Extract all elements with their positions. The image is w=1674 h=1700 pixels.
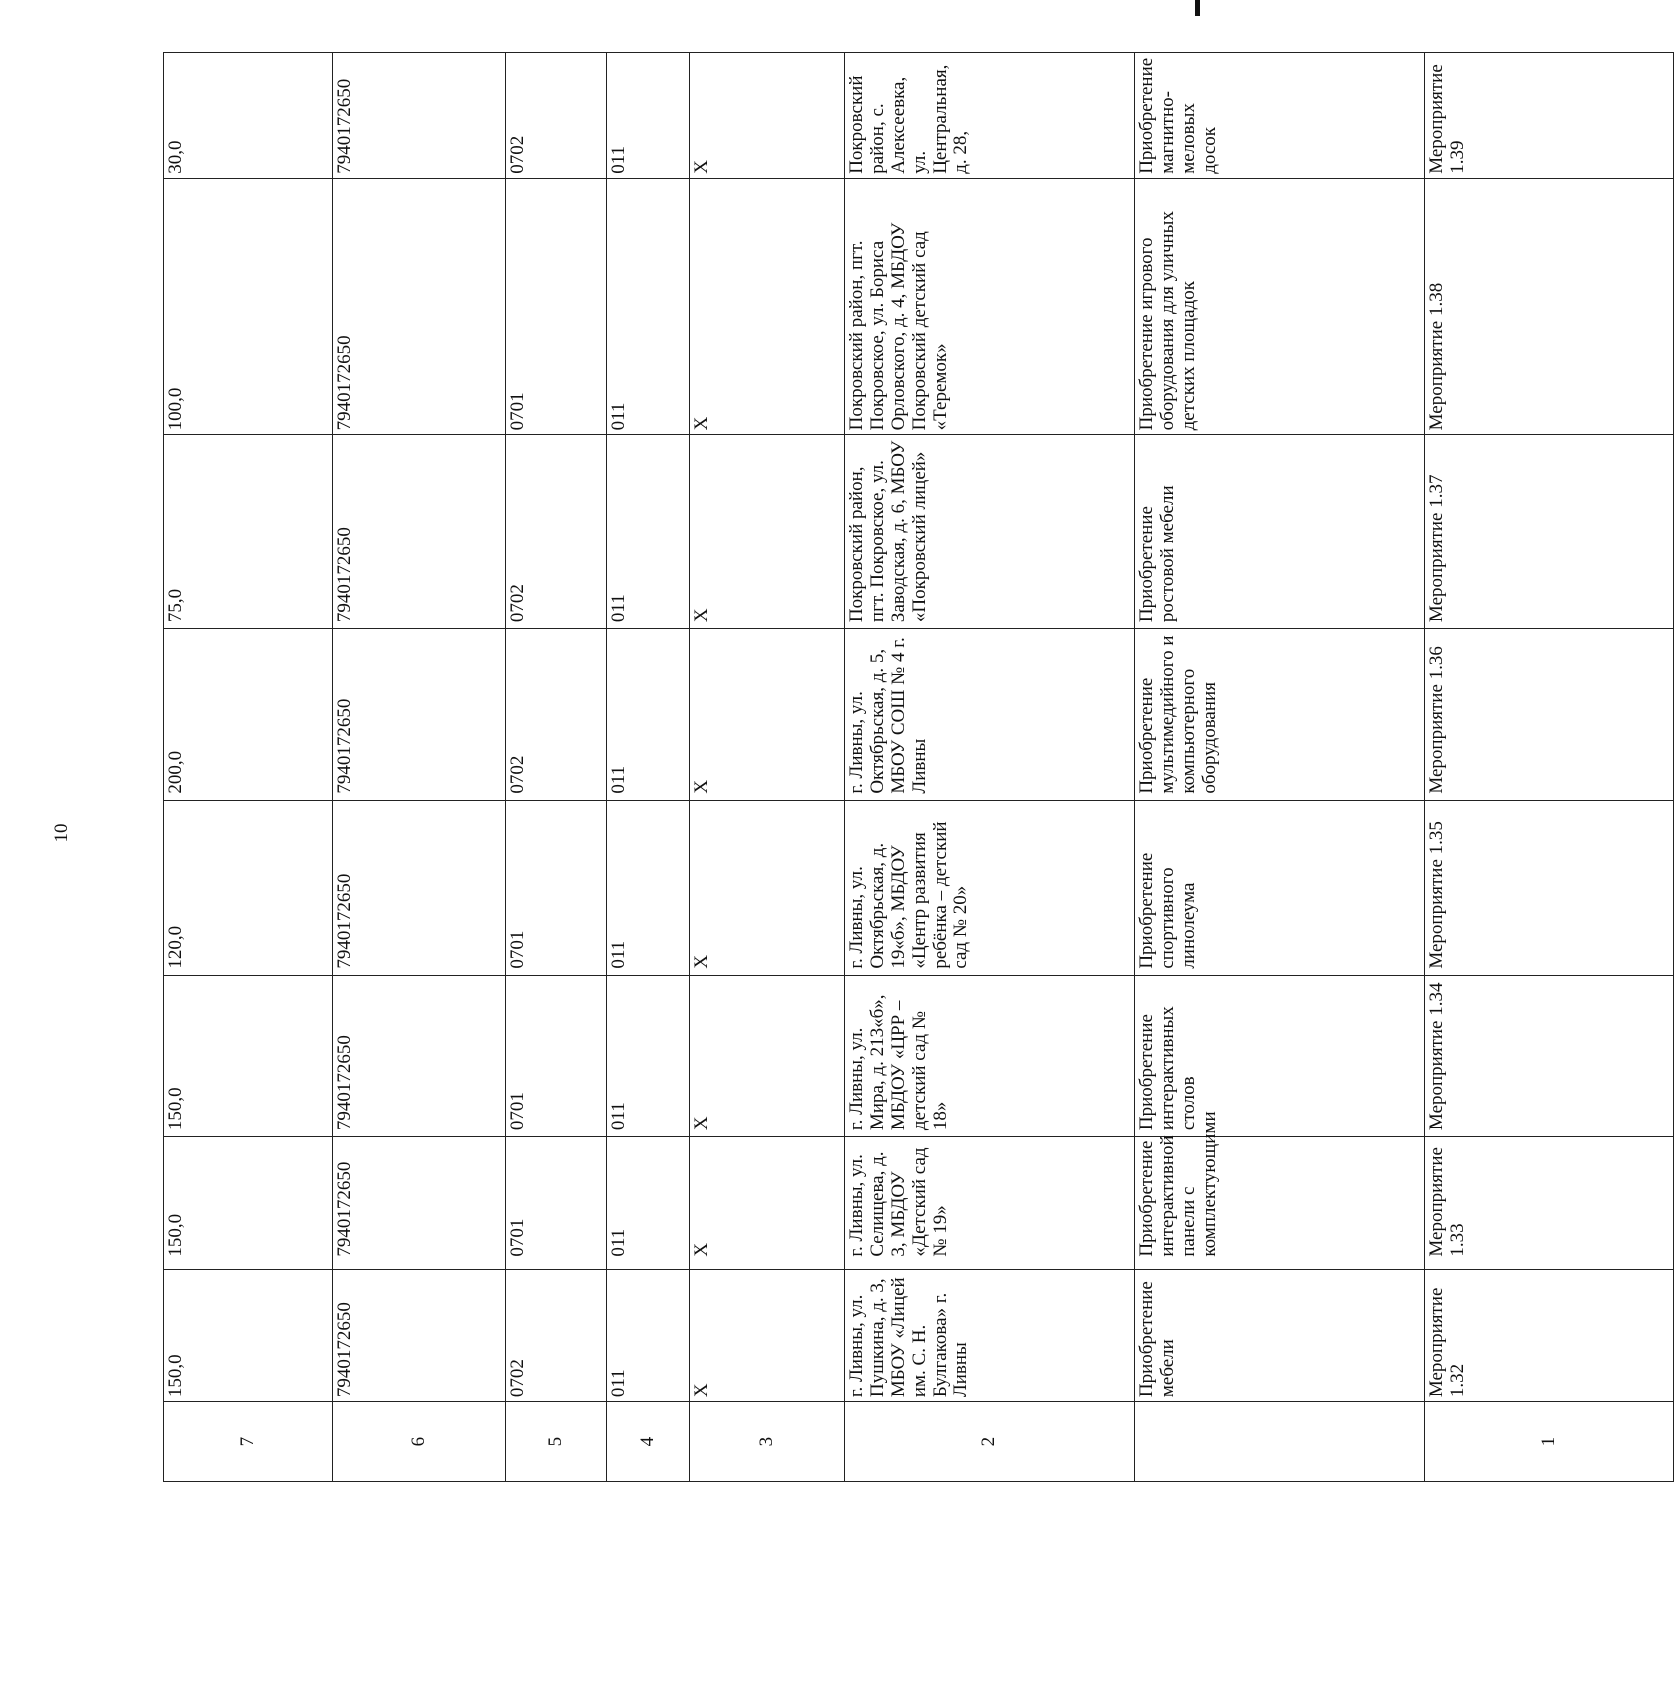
table-cell: 011	[607, 629, 690, 801]
table-cell: 011	[607, 975, 690, 1136]
table-row	[1425, 53, 1674, 1482]
table-cell: 30,0	[164, 53, 333, 179]
table-cell: 200,0	[164, 629, 333, 801]
table-cell: 011	[607, 1137, 690, 1270]
table-cell: 011	[607, 435, 690, 629]
table-cell: г. Ливны, ул. Селищева, д. 3, МБДОУ «Детский сад № 19»	[845, 1137, 1135, 1270]
table-row	[1135, 53, 1425, 1482]
table-cell: 7940172650	[333, 800, 506, 975]
table-cell: Приобретение мультимедийного и компьютерного оборудования	[1135, 629, 1425, 801]
table-cell: X	[690, 975, 845, 1136]
table-cell: X	[690, 629, 845, 801]
table-cell: X	[690, 53, 845, 179]
table-cell: г. Ливны, ул. Мира, д. 213«б», МБДОУ «ЦРР – детский сад № 18»	[845, 975, 1135, 1136]
table-cell: 100,0	[164, 178, 333, 435]
table-cell: 0701	[506, 975, 607, 1136]
table-cell: 75,0	[164, 435, 333, 629]
table-cell: X	[690, 435, 845, 629]
table-cell: Приобретение игрового оборудования для уличных детских площадок	[1135, 178, 1425, 435]
table-cell: X	[690, 800, 845, 975]
table-cell: 0701	[506, 1137, 607, 1270]
table-row	[164, 53, 333, 1482]
table-cell: Приобретение мебели	[1135, 1269, 1425, 1402]
table-cell: 7940172650	[333, 1269, 506, 1402]
column-header: 6	[333, 1402, 506, 1482]
table-cell: 7940172650	[333, 1137, 506, 1270]
table-cell: 7940172650	[333, 435, 506, 629]
table-cell: Мероприятие 1.33	[1425, 1137, 1674, 1270]
table-cell: Мероприятие 1.35	[1425, 800, 1674, 975]
table-cell: 7940172650	[333, 975, 506, 1136]
column-header: 5	[506, 1402, 607, 1482]
table-cell: 0702	[506, 1269, 607, 1402]
table-row	[506, 53, 607, 1482]
table-cell: г. Ливны, ул. Пушкина, д. 3, МБОУ «Лицей им. С. Н. Булгакова» г. Ливны	[845, 1269, 1135, 1402]
table-cell: 120,0	[164, 800, 333, 975]
table-cell: 150,0	[164, 1137, 333, 1270]
column-header: 1	[1425, 1402, 1674, 1482]
table-cell: 011	[607, 53, 690, 179]
table-cell: Приобретение спортивного линолеума	[1135, 800, 1425, 975]
column-header	[1135, 1402, 1425, 1482]
table-cell: X	[690, 1137, 845, 1270]
table-cell: X	[690, 178, 845, 435]
table-cell: 011	[607, 1269, 690, 1402]
column-header: 4	[607, 1402, 690, 1482]
table-cell: 150,0	[164, 975, 333, 1136]
table-cell: Покровский район, пгт. Покровское, ул. Заводская, д. 6, МБОУ «Покровский лицей»	[845, 435, 1135, 629]
table-cell: 0702	[506, 629, 607, 801]
column-header: 2	[845, 1402, 1135, 1482]
column-header: 7	[164, 1402, 333, 1482]
table-cell: 011	[607, 178, 690, 435]
table-row	[845, 53, 1135, 1482]
table-cell: Мероприятие 1.39	[1425, 53, 1674, 179]
table-cell: 0702	[506, 53, 607, 179]
table-cell: 0701	[506, 178, 607, 435]
table-cell: Покровский район, пгт. Покровское, ул. Бориса Орловского, д. 4, МБДОУ Покровский детский сад «Теремок»	[845, 178, 1135, 435]
table-cell: Приобретение ростовой мебели	[1135, 435, 1425, 629]
table-cell: 0702	[506, 435, 607, 629]
table-cell: 7940172650	[333, 629, 506, 801]
table-cell: Мероприятие 1.36	[1425, 629, 1674, 801]
table-cell: X	[690, 1269, 845, 1402]
table-cell: Мероприятие 1.38	[1425, 178, 1674, 435]
table-cell: Покровский район, с. Алексеевка, ул. Центральная, д. 28,	[845, 53, 1135, 179]
table-cell: Приобретение магнитно-меловых досок	[1135, 53, 1425, 179]
table-cell: 011	[607, 800, 690, 975]
table-cell: г. Ливны, ул. Октябрьская, д. 5, МБОУ СОШ № 4 г. Ливны	[845, 629, 1135, 801]
table-cell: Приобретение интерактивных столов	[1135, 975, 1425, 1136]
table-cell: Мероприятие 1.34	[1425, 975, 1674, 1136]
table-row	[690, 53, 845, 1482]
table-cell: Мероприятие 1.32	[1425, 1269, 1674, 1402]
table-cell: 7940172650	[333, 53, 506, 179]
table-cell: 150,0	[164, 1269, 333, 1402]
program-measures-table	[163, 52, 1674, 1482]
table-cell: г. Ливны, ул. Октябрьская, д. 19«б», МБДОУ «Центр развития ребёнка – детский сад № 20»	[845, 800, 1135, 975]
table-row	[607, 53, 690, 1482]
table-cell: 0701	[506, 800, 607, 975]
page-edge-mark	[1195, 0, 1200, 16]
column-header: 3	[690, 1402, 845, 1482]
page-number: 10	[51, 823, 72, 843]
table-row	[333, 53, 506, 1482]
table-cell: Приобретение интерактивной панели с комплектующими	[1135, 1137, 1425, 1270]
rotated-table-container	[163, 52, 1559, 1482]
table-cell: Мероприятие 1.37	[1425, 435, 1674, 629]
table-cell: 7940172650	[333, 178, 506, 435]
